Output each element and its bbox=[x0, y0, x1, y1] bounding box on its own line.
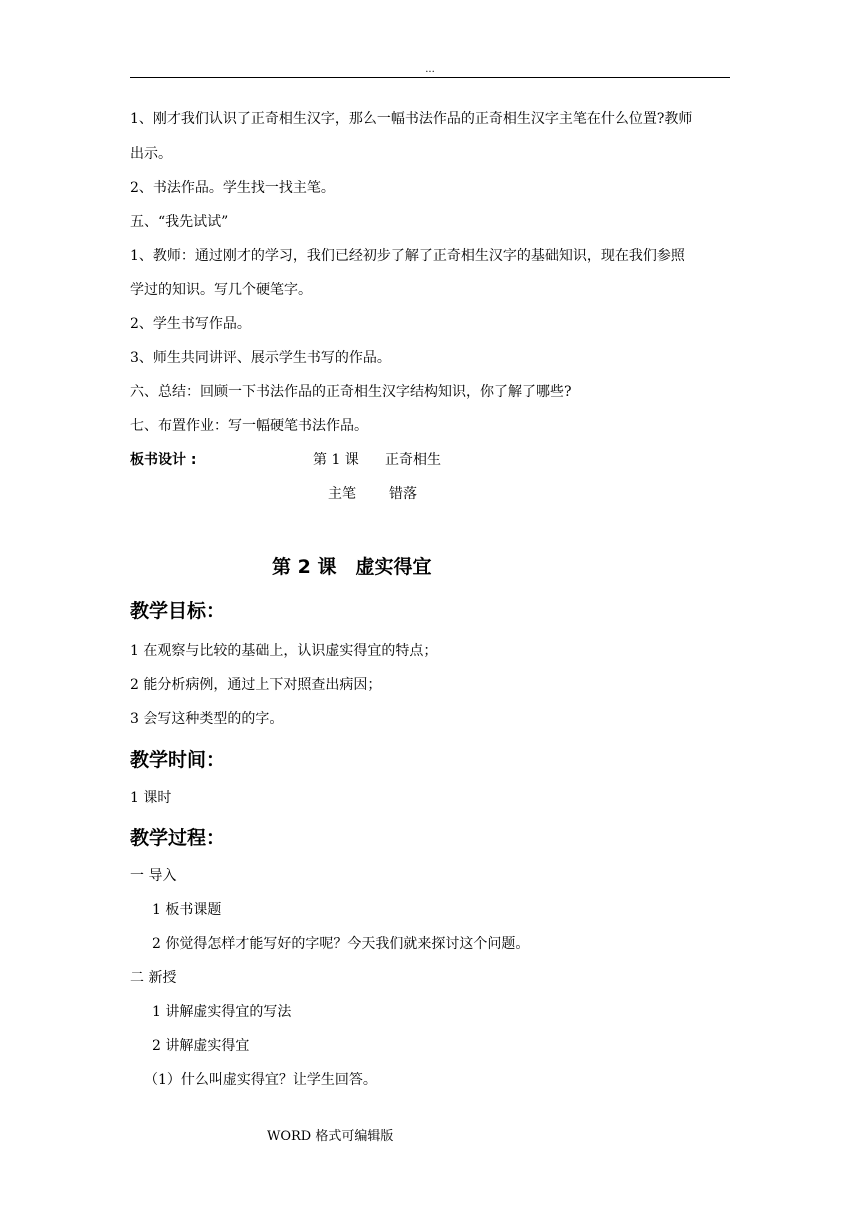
paragraph: 出示。 bbox=[130, 146, 172, 162]
footer-text: WORD 格式可编辑版 bbox=[267, 1129, 394, 1144]
paragraph: 学过的知识。写几个硬笔字。 bbox=[130, 282, 312, 298]
board-design-label: 板书设计 : bbox=[130, 452, 197, 468]
time-heading: 教学时间： bbox=[130, 749, 226, 771]
process-item: 1 讲解虚实得宜的写法 bbox=[152, 1004, 292, 1020]
board-topic: 正奇相生 bbox=[385, 452, 441, 468]
process-item: 2 讲解虚实得宜 bbox=[152, 1038, 250, 1054]
objective-item: 1 在观察与比较的基础上，认识虚实得宜的特点； bbox=[130, 643, 438, 659]
process-item: 2 你觉得怎样才能写好的字呢？今天我们就来探讨这个问题。 bbox=[152, 936, 530, 952]
process-item: 二 新授 bbox=[130, 970, 177, 986]
paragraph: 2、学生书写作品。 bbox=[130, 316, 251, 332]
header-rule bbox=[130, 77, 730, 78]
objectives-heading: 教学目标： bbox=[130, 600, 226, 622]
paragraph: 1、教师：通过刚才的学习，我们已经初步了解了正奇相生汉字的基础知识，现在我们参照 bbox=[130, 248, 685, 264]
objective-item: 3 会写这种类型的的字。 bbox=[130, 711, 284, 727]
process-item: （1）什么叫虚实得宜？让学生回答。 bbox=[144, 1072, 377, 1088]
board-word-1: 主笔 bbox=[328, 486, 356, 502]
paragraph: 3、师生共同讲评、展示学生书写的作品。 bbox=[130, 350, 391, 366]
paragraph: 七、布置作业：写一幅硬笔书法作品。 bbox=[130, 418, 368, 434]
paragraph: 六、总结：回顾一下书法作品的正奇相生汉字结构知识，你了解了哪些? bbox=[130, 384, 572, 400]
lesson-title: 第 2 课 虚实得宜 bbox=[272, 556, 432, 578]
process-item: 1 板书课题 bbox=[152, 902, 222, 918]
time-value: 1 课时 bbox=[130, 790, 172, 806]
paragraph: 2、书法作品。学生找一找主笔。 bbox=[130, 180, 335, 196]
objective-item: 2 能分析病例，通过上下对照查出病因； bbox=[130, 677, 382, 693]
header-mark: ... bbox=[425, 64, 435, 75]
paragraph: 1、刚才我们认识了正奇相生汉字，那么一幅书法作品的正奇相生汉字主笔在什么位置?教师 bbox=[130, 111, 693, 127]
process-item: 一 导入 bbox=[130, 868, 177, 884]
board-word-2: 错落 bbox=[389, 486, 417, 502]
process-heading: 教学过程： bbox=[130, 827, 226, 849]
section-heading: 五、“我先试试” bbox=[130, 214, 229, 230]
board-lesson: 第 1 课 bbox=[313, 452, 359, 468]
